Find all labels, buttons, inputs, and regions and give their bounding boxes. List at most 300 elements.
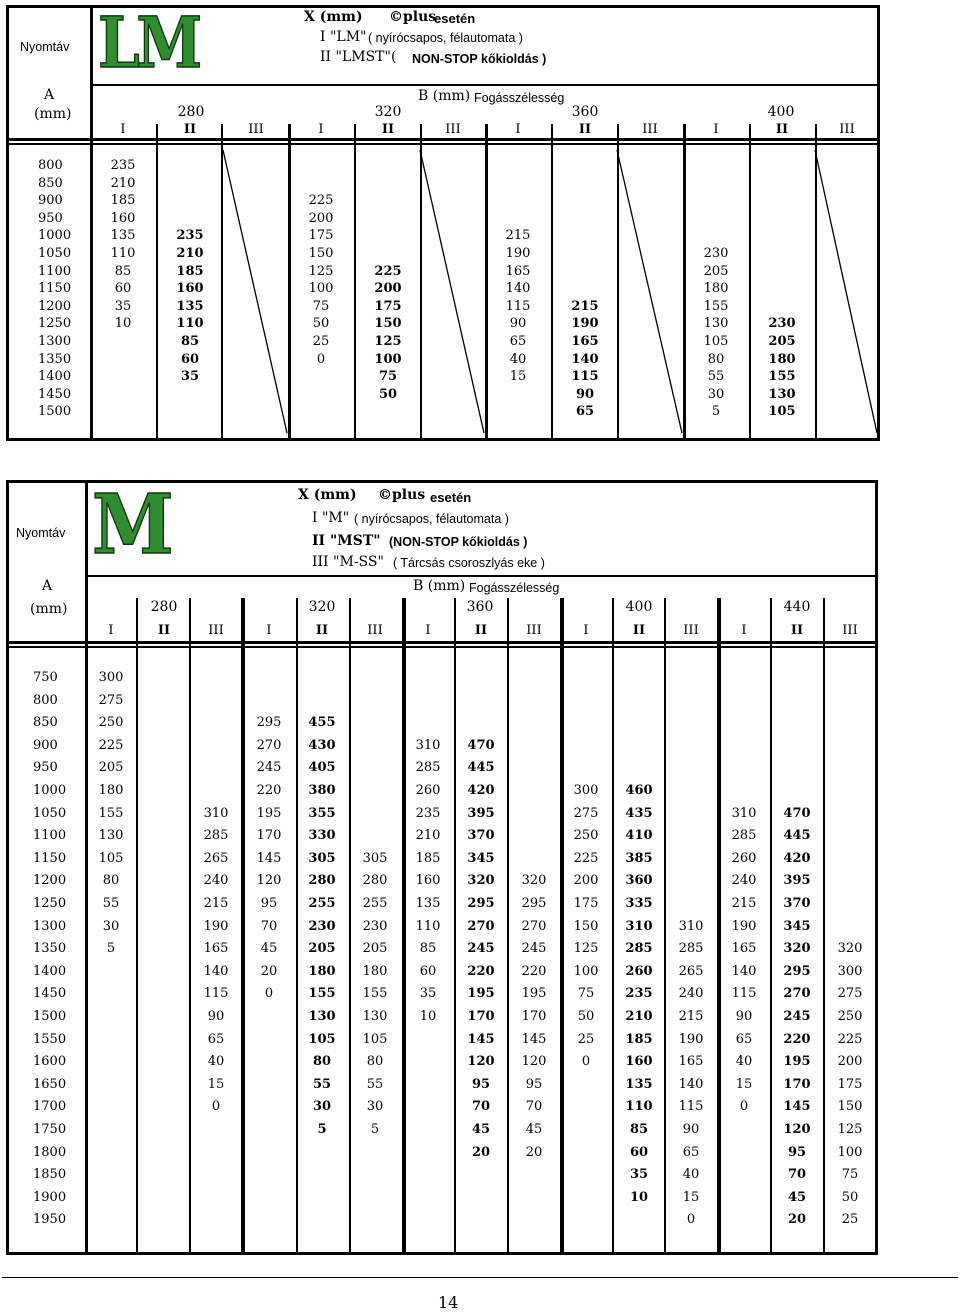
lm-sub-header: II bbox=[775, 122, 789, 137]
m-cell: 245 bbox=[467, 941, 495, 957]
lm-cell: 225 bbox=[308, 193, 334, 209]
m-cell: 80 bbox=[102, 873, 120, 889]
lm-cell: 85 bbox=[114, 263, 132, 279]
m-cell: 395 bbox=[467, 805, 495, 821]
m-cell: 270 bbox=[467, 918, 495, 934]
m-cell: 240 bbox=[203, 873, 229, 889]
m-cell: 155 bbox=[98, 805, 124, 821]
lm-cell: 175 bbox=[308, 228, 334, 244]
m-cell: 295 bbox=[256, 715, 282, 731]
lm-row-a: 1450 bbox=[38, 386, 72, 402]
m-cell: 15 bbox=[735, 1076, 753, 1092]
m-cell: 0 bbox=[581, 1054, 591, 1070]
lm-cell: 105 bbox=[768, 404, 796, 420]
m-cell: 310 bbox=[625, 918, 653, 934]
lm-cell: 5 bbox=[711, 404, 721, 420]
m-cell: 155 bbox=[362, 986, 388, 1002]
m-sub-header: III bbox=[842, 623, 858, 638]
lm-group-header: 360 bbox=[571, 104, 599, 120]
lm-cell: 65 bbox=[575, 404, 595, 420]
lm-cell: 135 bbox=[176, 298, 204, 314]
m-row-a: 1400 bbox=[33, 963, 67, 979]
m-cell: 200 bbox=[837, 1054, 863, 1070]
m-cell: 40 bbox=[207, 1054, 225, 1070]
m-cell: 35 bbox=[629, 1167, 649, 1183]
m-cell: 280 bbox=[362, 873, 388, 889]
m-cell: 35 bbox=[419, 986, 437, 1002]
m-row-a: 950 bbox=[33, 760, 58, 776]
m-row-a: 1900 bbox=[33, 1189, 67, 1205]
m-row-a: 1150 bbox=[33, 850, 67, 866]
lm-cell: 15 bbox=[509, 369, 527, 385]
m-cell: 120 bbox=[256, 873, 282, 889]
m-cell: 140 bbox=[678, 1076, 704, 1092]
m-cell: 150 bbox=[837, 1099, 863, 1115]
m-cell: 10 bbox=[419, 1009, 437, 1024]
lm-sub-header: III bbox=[248, 122, 264, 137]
lm-b-label: B (mm) bbox=[418, 88, 471, 104]
m-cell: 170 bbox=[783, 1076, 811, 1092]
m-cell: 70 bbox=[787, 1167, 807, 1183]
m-cell: 285 bbox=[625, 941, 653, 957]
m-cell: 250 bbox=[837, 1009, 863, 1024]
lm-sub-header: I bbox=[515, 122, 521, 137]
m-cell: 205 bbox=[308, 941, 336, 957]
lm-cell: 205 bbox=[768, 334, 796, 349]
lm-cell: 65 bbox=[509, 334, 527, 349]
lm-cell: 115 bbox=[505, 298, 531, 314]
m-cell: 115 bbox=[203, 986, 229, 1002]
m-cell: 145 bbox=[783, 1099, 811, 1115]
m-cell: 215 bbox=[203, 896, 229, 911]
m-cell: 170 bbox=[521, 1009, 547, 1024]
lm-cell: 50 bbox=[312, 316, 330, 332]
lm-cell: 180 bbox=[768, 351, 796, 367]
m-cell: 270 bbox=[521, 918, 547, 934]
m-cell: 320 bbox=[837, 941, 863, 957]
m-cell: 275 bbox=[837, 986, 863, 1002]
m-cell: 90 bbox=[735, 1009, 753, 1024]
lm-cell: 230 bbox=[703, 246, 729, 261]
m-cell: 150 bbox=[573, 918, 599, 934]
m-cell: 265 bbox=[203, 850, 229, 866]
m-cell: 145 bbox=[256, 850, 282, 866]
lm-cell: 190 bbox=[571, 316, 599, 332]
m-cell: 110 bbox=[415, 918, 441, 934]
lm-cell: 150 bbox=[374, 316, 402, 332]
lm-diagonal bbox=[223, 150, 287, 433]
m-row-a: 1550 bbox=[33, 1031, 67, 1047]
lm-cell: 50 bbox=[378, 386, 398, 402]
m-cell: 260 bbox=[625, 963, 653, 979]
m-cell: 195 bbox=[783, 1054, 811, 1070]
lm-cell: 90 bbox=[575, 386, 595, 402]
lm-line1-prefix: I "LM" bbox=[320, 29, 367, 45]
m-row-a: 1500 bbox=[33, 1009, 67, 1024]
m-cell: 360 bbox=[625, 873, 653, 889]
lm-line2-text: NON-STOP kőkioldás ) bbox=[412, 52, 547, 66]
lm-row-a: 800 bbox=[38, 158, 63, 173]
lm-cell: 100 bbox=[308, 281, 334, 297]
m-cell: 225 bbox=[573, 850, 599, 866]
m-cell: 200 bbox=[573, 873, 599, 889]
lm-cell: 155 bbox=[703, 298, 729, 314]
m-cell: 0 bbox=[264, 986, 274, 1002]
m-cell: 125 bbox=[573, 941, 599, 957]
lm-cell: 75 bbox=[312, 298, 330, 314]
m-cell: 10 bbox=[629, 1189, 649, 1205]
m-cell: 0 bbox=[739, 1099, 749, 1115]
m-cell: 45 bbox=[525, 1122, 543, 1137]
lm-sub-header: I bbox=[318, 122, 324, 137]
lm-cell: 180 bbox=[703, 281, 729, 297]
m-line2-text: (NON-STOP kőkioldás ) bbox=[389, 535, 528, 549]
lm-cell: 160 bbox=[176, 281, 204, 297]
m-row-a: 1300 bbox=[33, 918, 67, 934]
m-line2-prefix: II "MST" bbox=[312, 533, 381, 549]
m-cell: 140 bbox=[203, 963, 229, 979]
m-cell: 5 bbox=[317, 1122, 327, 1137]
m-row-a: 900 bbox=[33, 737, 58, 753]
lm-cell: 40 bbox=[509, 351, 527, 367]
lm-cell: 235 bbox=[176, 228, 204, 244]
m-cell: 455 bbox=[308, 715, 336, 731]
lm-cell: 30 bbox=[707, 386, 725, 402]
m-cell: 260 bbox=[415, 783, 441, 798]
m-cell: 295 bbox=[783, 963, 811, 979]
m-cell: 55 bbox=[312, 1076, 332, 1092]
lm-cell: 130 bbox=[703, 316, 729, 332]
lm-cell: 215 bbox=[505, 228, 531, 244]
m-cell: 155 bbox=[308, 986, 336, 1002]
page-number: 14 bbox=[438, 1293, 459, 1312]
m-row-a: 1750 bbox=[33, 1122, 67, 1137]
m-cell: 20 bbox=[787, 1212, 807, 1228]
m-sub-header: I bbox=[741, 623, 747, 638]
lm-cell: 185 bbox=[110, 193, 136, 209]
m-cell: 205 bbox=[98, 760, 124, 776]
lm-b-text: Fogásszélesség bbox=[474, 91, 565, 105]
lm-group-header: 320 bbox=[374, 104, 402, 120]
m-cell: 190 bbox=[731, 918, 757, 934]
lm-cell: 125 bbox=[308, 263, 334, 279]
m-line1-text: ( nyírócsapos, félautomata ) bbox=[354, 512, 509, 526]
lm-cell: 155 bbox=[768, 369, 796, 385]
m-row-a: 1050 bbox=[33, 805, 67, 821]
m-cell: 100 bbox=[573, 963, 599, 979]
m-sub-header: II bbox=[632, 623, 646, 638]
m-cell: 260 bbox=[731, 850, 757, 866]
m-sub-header: I bbox=[266, 623, 272, 638]
m-row-a: 850 bbox=[33, 715, 58, 731]
m-cell: 220 bbox=[467, 963, 495, 979]
m-cell: 135 bbox=[625, 1076, 653, 1092]
lm-cell: 105 bbox=[703, 334, 729, 349]
m-cell: 95 bbox=[525, 1076, 543, 1092]
lm-cell: 215 bbox=[571, 298, 599, 314]
m-cell: 460 bbox=[625, 783, 653, 798]
m-cell: 345 bbox=[783, 918, 811, 934]
m-cell: 60 bbox=[629, 1144, 649, 1160]
m-line3-text: ( Tárcsás csoroszlyás eke ) bbox=[393, 556, 545, 570]
m-cell: 255 bbox=[308, 896, 336, 911]
m-cell: 170 bbox=[467, 1009, 495, 1024]
lm-group-header: 280 bbox=[177, 104, 205, 120]
lm-cell: 35 bbox=[180, 369, 200, 385]
lm-cell: 165 bbox=[505, 263, 531, 279]
m-cell: 110 bbox=[625, 1099, 653, 1115]
lm-cell: 55 bbox=[707, 369, 725, 385]
m-cell: 140 bbox=[731, 963, 757, 979]
m-cell: 220 bbox=[783, 1031, 811, 1047]
m-row-a: 1950 bbox=[33, 1212, 67, 1228]
lm-row-a: 1100 bbox=[38, 263, 72, 279]
m-cell: 255 bbox=[362, 896, 388, 911]
lm-cell: 175 bbox=[374, 298, 402, 314]
m-sub-header: II bbox=[157, 623, 171, 638]
m-plus-label: ©plus bbox=[378, 487, 426, 503]
m-cell: 280 bbox=[308, 873, 336, 889]
m-cell: 215 bbox=[678, 1009, 704, 1024]
m-b-text: Fogásszélesség bbox=[469, 581, 560, 595]
m-cell: 195 bbox=[256, 805, 282, 821]
m-cell: 235 bbox=[625, 986, 653, 1002]
lm-sub-header: II bbox=[381, 122, 395, 137]
m-cell: 300 bbox=[837, 963, 863, 979]
m-cell: 135 bbox=[415, 896, 441, 911]
m-cell: 130 bbox=[362, 1009, 388, 1024]
m-cell: 250 bbox=[98, 715, 124, 731]
m-cell: 270 bbox=[783, 986, 811, 1002]
m-sub-header: III bbox=[683, 623, 699, 638]
m-cell: 210 bbox=[625, 1009, 653, 1024]
m-cell: 90 bbox=[207, 1009, 225, 1024]
lm-cell: 150 bbox=[308, 246, 334, 261]
m-row-a: 1000 bbox=[33, 783, 67, 798]
m-cell: 310 bbox=[203, 805, 229, 821]
m-cell: 175 bbox=[573, 896, 599, 911]
m-cell: 115 bbox=[731, 986, 757, 1002]
m-cell: 55 bbox=[366, 1076, 384, 1092]
m-cell: 405 bbox=[308, 760, 336, 776]
m-cell: 435 bbox=[625, 805, 653, 821]
m-cell: 210 bbox=[415, 828, 441, 844]
lm-cell: 130 bbox=[768, 386, 796, 402]
m-cell: 370 bbox=[783, 896, 811, 911]
m-a-label: A bbox=[42, 578, 53, 594]
lm-logo: LM bbox=[98, 1, 199, 84]
m-row-a: 750 bbox=[33, 670, 58, 685]
m-cell: 265 bbox=[678, 963, 704, 979]
m-cell: 270 bbox=[256, 737, 282, 753]
m-cell: 30 bbox=[366, 1099, 384, 1115]
m-group-header: 280 bbox=[150, 599, 178, 615]
lm-sub-header: II bbox=[578, 122, 592, 137]
lm-cell: 110 bbox=[110, 246, 136, 261]
m-row-a: 1700 bbox=[33, 1099, 67, 1115]
m-cell: 180 bbox=[98, 783, 124, 798]
lm-cell: 210 bbox=[176, 246, 204, 261]
lm-cell: 140 bbox=[505, 281, 531, 297]
lm-row-a: 1050 bbox=[38, 246, 72, 261]
lm-row-a: 1000 bbox=[38, 228, 72, 244]
m-cell: 230 bbox=[308, 918, 336, 934]
m-cell: 285 bbox=[415, 760, 441, 776]
lm-a-unit: (mm) bbox=[34, 106, 72, 122]
m-group-header: 440 bbox=[783, 599, 811, 615]
m-cell: 80 bbox=[366, 1054, 384, 1070]
m-cell: 275 bbox=[98, 692, 124, 708]
lm-sub-header: III bbox=[642, 122, 658, 137]
m-sub-header: III bbox=[208, 623, 224, 638]
m-cell: 285 bbox=[678, 941, 704, 957]
m-row-a: 1650 bbox=[33, 1076, 67, 1092]
m-cell: 240 bbox=[678, 986, 704, 1002]
m-cell: 130 bbox=[308, 1009, 336, 1024]
m-cell: 65 bbox=[682, 1144, 700, 1160]
m-cell: 60 bbox=[419, 963, 437, 979]
m-cell: 310 bbox=[678, 918, 704, 934]
m-cell: 5 bbox=[106, 941, 116, 957]
m-row-a: 1450 bbox=[33, 986, 67, 1002]
m-cell: 275 bbox=[573, 805, 599, 821]
lm-gauge-label: Nyomtáv bbox=[20, 40, 70, 54]
m-cell: 90 bbox=[682, 1122, 700, 1137]
m-cell: 185 bbox=[625, 1031, 653, 1047]
m-cell: 165 bbox=[203, 941, 229, 957]
m-sub-header: II bbox=[315, 623, 329, 638]
lm-group-header: 400 bbox=[767, 104, 795, 120]
m-cell: 95 bbox=[787, 1144, 807, 1160]
m-cell: 100 bbox=[837, 1144, 863, 1160]
lm-cell: 110 bbox=[176, 316, 204, 332]
lm-cell: 230 bbox=[768, 316, 796, 332]
m-cell: 295 bbox=[467, 896, 495, 911]
m-cell: 180 bbox=[308, 963, 336, 979]
lm-cell: 200 bbox=[308, 210, 334, 226]
lm-row-a: 1200 bbox=[38, 298, 72, 314]
lm-cell: 165 bbox=[571, 334, 599, 349]
lm-cell: 200 bbox=[374, 281, 402, 297]
m-cell: 305 bbox=[308, 850, 336, 866]
lm-row-a: 1500 bbox=[38, 404, 72, 420]
lm-cell: 85 bbox=[180, 334, 200, 349]
m-cell: 470 bbox=[467, 737, 495, 753]
m-cell: 115 bbox=[678, 1099, 704, 1115]
lm-row-a: 1300 bbox=[38, 334, 72, 349]
m-cell: 285 bbox=[203, 828, 229, 844]
m-cell: 125 bbox=[837, 1122, 863, 1137]
m-cell: 160 bbox=[415, 873, 441, 889]
m-cell: 80 bbox=[312, 1054, 332, 1070]
lm-row-a: 1150 bbox=[38, 281, 72, 297]
m-cell: 5 bbox=[370, 1122, 380, 1137]
m-cell: 130 bbox=[98, 828, 124, 844]
m-cell: 50 bbox=[577, 1009, 595, 1024]
m-b-label: B (mm) bbox=[413, 578, 466, 594]
m-logo: M bbox=[92, 477, 174, 573]
m-cell: 445 bbox=[467, 760, 495, 776]
m-sub-header: III bbox=[367, 623, 383, 638]
m-cell: 235 bbox=[415, 805, 441, 821]
lm-cell: 190 bbox=[505, 246, 531, 261]
lm-cell: 125 bbox=[374, 334, 402, 349]
m-cell: 45 bbox=[471, 1122, 491, 1137]
lm-diagonal bbox=[617, 150, 682, 433]
m-cell: 410 bbox=[625, 828, 653, 844]
m-cell: 20 bbox=[260, 963, 278, 979]
m-x-title: X (mm) bbox=[298, 487, 357, 503]
lm-sub-header: I bbox=[713, 122, 719, 137]
lm-row-a: 900 bbox=[38, 193, 63, 209]
lm-cell: 160 bbox=[110, 210, 136, 226]
m-cell: 65 bbox=[207, 1031, 225, 1047]
m-row-a: 800 bbox=[33, 692, 58, 708]
m-cell: 230 bbox=[362, 918, 388, 934]
m-cell: 225 bbox=[98, 737, 124, 753]
m-cell: 190 bbox=[203, 918, 229, 934]
m-cell: 320 bbox=[783, 941, 811, 957]
m-a-unit: (mm) bbox=[30, 601, 68, 617]
lm-cell: 115 bbox=[571, 369, 599, 385]
m-cell: 70 bbox=[471, 1099, 491, 1115]
m-sub-header: II bbox=[790, 623, 804, 638]
m-cell: 305 bbox=[362, 850, 388, 866]
m-cell: 395 bbox=[783, 873, 811, 889]
lm-row-a: 1250 bbox=[38, 316, 72, 332]
m-cell: 120 bbox=[467, 1054, 495, 1070]
m-cell: 445 bbox=[783, 828, 811, 844]
m-cell: 120 bbox=[783, 1122, 811, 1137]
lm-row-a: 1400 bbox=[38, 369, 72, 385]
lm-row-a: 850 bbox=[38, 175, 63, 191]
m-cell: 40 bbox=[735, 1054, 753, 1070]
lm-cell: 135 bbox=[110, 228, 136, 244]
lm-cell: 205 bbox=[703, 263, 729, 279]
m-group-header: 400 bbox=[625, 599, 653, 615]
m-group-header: 320 bbox=[308, 599, 336, 615]
m-cell: 310 bbox=[731, 805, 757, 821]
m-cell: 105 bbox=[98, 850, 124, 866]
m-cell: 345 bbox=[467, 850, 495, 866]
m-cell: 295 bbox=[521, 896, 547, 911]
m-cell: 385 bbox=[625, 850, 653, 866]
lm-diagonal bbox=[815, 150, 877, 433]
m-cell: 145 bbox=[521, 1031, 547, 1047]
m-cell: 25 bbox=[577, 1031, 595, 1047]
lm-cell: 185 bbox=[176, 263, 204, 279]
lm-line2-prefix: II "LMST"( bbox=[320, 49, 397, 65]
m-cell: 0 bbox=[211, 1099, 221, 1115]
lm-diagonal bbox=[420, 150, 484, 433]
lm-cell: 10 bbox=[114, 316, 132, 332]
m-cell: 215 bbox=[731, 896, 757, 911]
m-cell: 180 bbox=[362, 963, 388, 979]
m-cell: 30 bbox=[312, 1099, 332, 1115]
m-cell: 70 bbox=[525, 1099, 543, 1115]
m-row-a: 1850 bbox=[33, 1167, 67, 1183]
m-cell: 420 bbox=[783, 850, 811, 866]
m-gauge-label: Nyomtáv bbox=[16, 526, 66, 540]
m-cell: 175 bbox=[837, 1076, 863, 1092]
m-cell: 170 bbox=[256, 828, 282, 844]
m-cell: 320 bbox=[521, 873, 547, 889]
lm-cell: 0 bbox=[316, 351, 326, 367]
m-cell: 65 bbox=[735, 1031, 753, 1047]
m-cell: 20 bbox=[471, 1144, 491, 1160]
lm-cell: 80 bbox=[707, 351, 725, 367]
m-cell: 220 bbox=[256, 783, 282, 798]
